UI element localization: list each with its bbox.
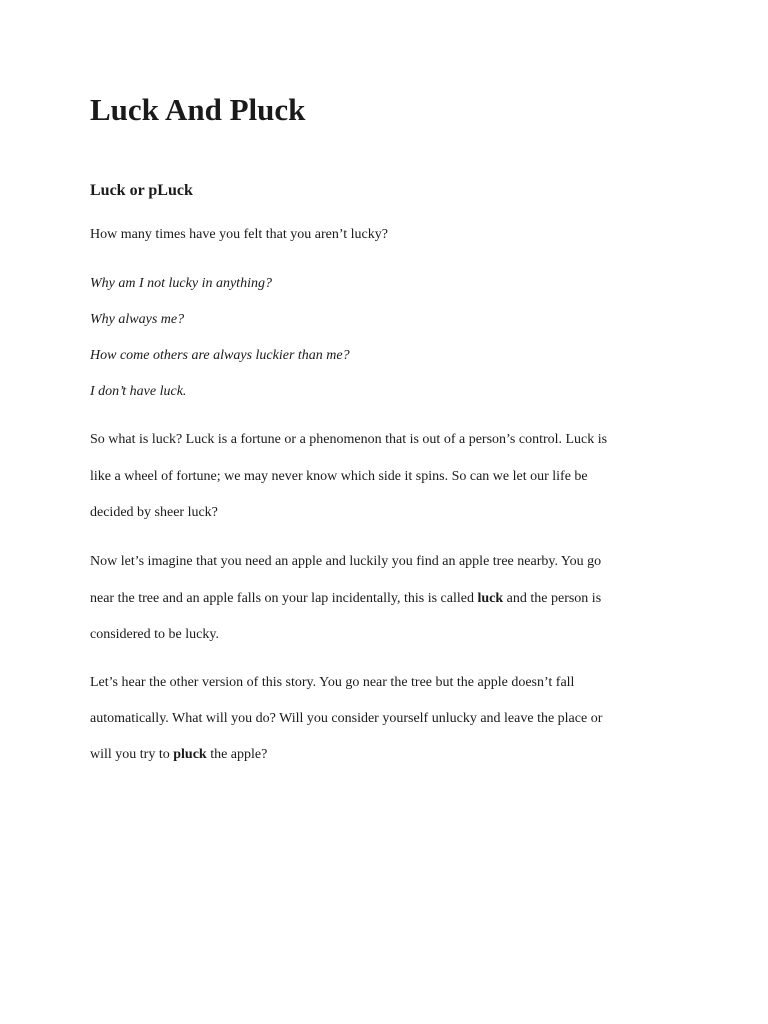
paragraph-2-line-3: considered to be lucky. [90,627,219,642]
paragraph-3-text-after: the apple? [206,747,268,762]
italic-line-1: Why am I not lucky in anything? [90,276,272,291]
pluck-bold-word: pluck [173,747,207,762]
paragraph-1-line-3: decided by sheer luck? [90,505,218,520]
paragraph-2-text-before: near the tree and an apple falls on your lap incidentally, this is called [90,591,478,606]
paragraph-3-line-2: automatically. What will you do? Will you consider yourself unlucky and leave the place or [90,711,603,726]
paragraph-2-line-2 [90,587,601,611]
paragraph-2-text-after: and the person is [503,591,602,606]
document-title: Luck And Pluck [90,92,306,127]
italic-line-4: I don’t have luck. [90,384,187,399]
luck-bold-word: luck [477,591,504,606]
intro-question: How many times have you felt that you aren’t lucky? [90,227,388,242]
paragraph-1-line-1: So what is luck? Luck is a fortune or a phenomenon that is out of a person’s control. Luck is [90,432,608,447]
italic-line-3: How come others are always luckier than me? [90,348,350,363]
italic-line-2: Why always me? [90,312,185,327]
paragraph-2-line-1: Now let’s imagine that you need an apple and luckily you find an apple tree nearby. You go [90,554,602,569]
paragraph-3-text-before: will you try to [90,747,174,762]
document-subtitle: Luck or pLuck [90,182,193,199]
paragraph-3-line-3 [90,743,267,767]
paragraph-3-line-1: Let’s hear the other version of this story. You go near the tree but the apple doesn’t fall [90,675,575,690]
paragraph-1-line-2: like a wheel of fortune; we may never know which side it spins. So can we let our life be [90,469,588,484]
